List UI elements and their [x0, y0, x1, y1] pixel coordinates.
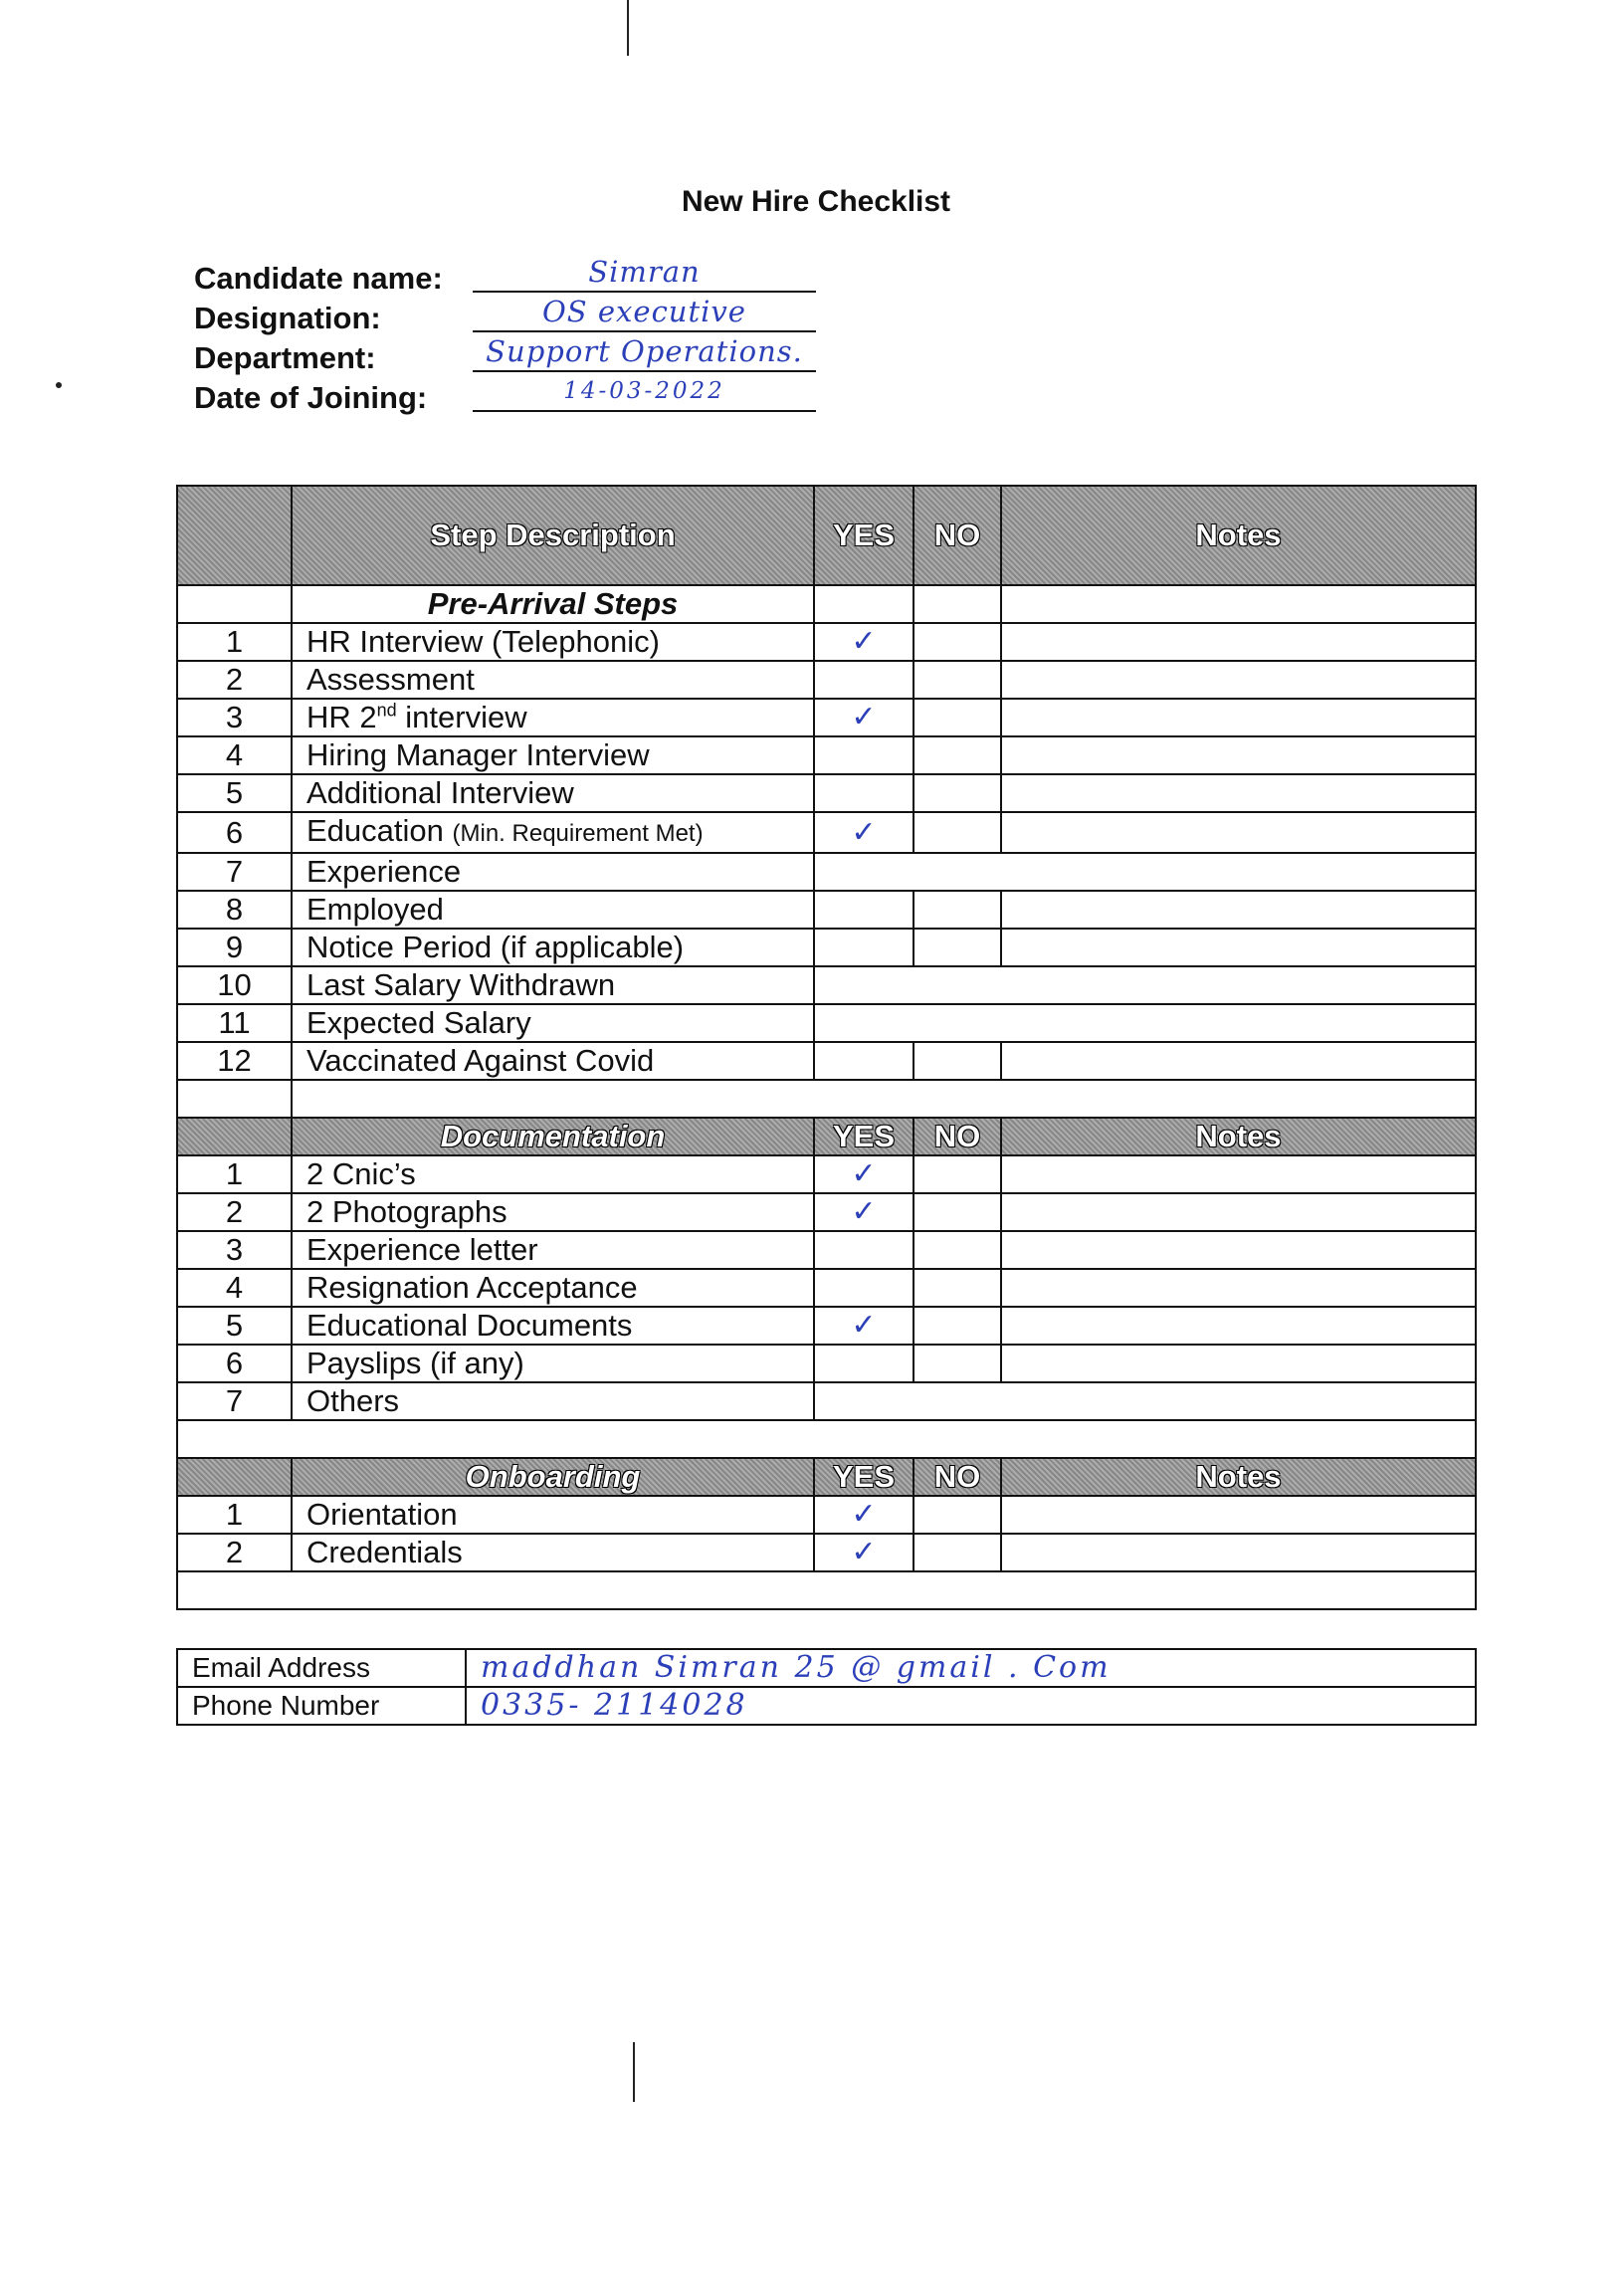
spacer-row: [177, 1571, 1476, 1609]
field-label: Candidate name:: [194, 261, 443, 296]
step-description: Last Salary Withdrawn: [292, 966, 814, 1004]
step-description: Additional Interview: [292, 774, 814, 812]
notes-cell[interactable]: [1001, 1307, 1476, 1345]
yes-check[interactable]: ✓: [814, 623, 914, 661]
field-label: Date of Joining:: [194, 380, 428, 415]
phone-row: [177, 1687, 1476, 1725]
scan-line-top: [627, 0, 629, 56]
blank-cell: [177, 1080, 292, 1118]
step-description: Employed: [292, 891, 814, 929]
no-cell[interactable]: [914, 1345, 1001, 1382]
step-superscript: nd: [376, 700, 397, 721]
step-description: Hiring Manager Interview: [292, 736, 814, 774]
merged-answer-cell[interactable]: [814, 966, 1476, 1004]
table-row: [177, 1269, 1476, 1307]
step-description: [292, 699, 814, 736]
notes-cell[interactable]: [1001, 1193, 1476, 1231]
step-description: Payslips (if any): [292, 1345, 814, 1382]
row-number: 1: [177, 1155, 292, 1193]
step-description: Credentials: [292, 1534, 814, 1571]
table-row: [177, 929, 1476, 966]
phone-value[interactable]: 0335- 2114028: [466, 1687, 1476, 1725]
table-row: [177, 1231, 1476, 1269]
step-description: Experience letter: [292, 1231, 814, 1269]
section-title: Pre-Arrival Steps: [292, 585, 814, 623]
no-cell[interactable]: [914, 661, 1001, 699]
yes-check[interactable]: ✓: [814, 1307, 914, 1345]
yes-cell[interactable]: [814, 585, 914, 623]
notes-cell[interactable]: [1001, 1155, 1476, 1193]
header-notes: Notes: [1001, 486, 1476, 585]
no-cell[interactable]: [914, 891, 1001, 929]
table-row: [177, 623, 1476, 661]
row-number: 6: [177, 812, 292, 853]
header-yes: YES: [814, 486, 914, 585]
table-row: [177, 1155, 1476, 1193]
department-value[interactable]: Support Operations.: [473, 332, 816, 372]
yes-cell[interactable]: [814, 929, 914, 966]
field-label: Department:: [194, 340, 376, 375]
email-value[interactable]: maddhan Simran 25 @ gmail . Com: [466, 1649, 1476, 1687]
row-number: 2: [177, 1534, 292, 1571]
header-notes: Notes: [1001, 1458, 1476, 1496]
table-row: [177, 661, 1476, 699]
header-onboarding: Onboarding: [292, 1458, 814, 1496]
table-row: [177, 966, 1476, 1004]
no-cell[interactable]: [914, 736, 1001, 774]
notes-cell[interactable]: [1001, 1345, 1476, 1382]
checklist-table: [176, 485, 1477, 1610]
row-number: 4: [177, 736, 292, 774]
table-row: [177, 1382, 1476, 1420]
step-description: Educational Documents: [292, 1307, 814, 1345]
table-row: [177, 774, 1476, 812]
table-header: [177, 486, 1476, 585]
blank-cell: [177, 1420, 1476, 1458]
date-of-joining-value[interactable]: 14-03-2022: [473, 372, 816, 412]
no-cell[interactable]: [914, 1534, 1001, 1571]
step-text: HR 2: [306, 700, 377, 734]
blank-cell: [292, 1080, 1476, 1118]
yes-check[interactable]: ✓: [814, 699, 914, 736]
merged-answer-cell[interactable]: [814, 853, 1476, 891]
notes-cell[interactable]: [1001, 736, 1476, 774]
step-text: Education: [306, 813, 444, 848]
phone-label: Phone Number: [177, 1687, 466, 1725]
notes-cell[interactable]: [1001, 891, 1476, 929]
no-cell[interactable]: [914, 812, 1001, 853]
header-documentation: Documentation: [292, 1118, 814, 1155]
table-row: [177, 1042, 1476, 1080]
row-number: 1: [177, 1496, 292, 1534]
yes-cell[interactable]: [814, 1042, 914, 1080]
yes-cell[interactable]: [814, 661, 914, 699]
no-cell[interactable]: [914, 699, 1001, 736]
no-cell[interactable]: [914, 1155, 1001, 1193]
step-description: Resignation Acceptance: [292, 1269, 814, 1307]
row-number: 5: [177, 1307, 292, 1345]
yes-cell[interactable]: [814, 891, 914, 929]
row-number: 3: [177, 1231, 292, 1269]
row-number: 2: [177, 661, 292, 699]
table-row: [177, 736, 1476, 774]
scan-line-bottom: [633, 2042, 635, 2102]
scan-dot: [56, 382, 62, 388]
candidate-fields: [194, 255, 831, 420]
notes-cell[interactable]: [1001, 1042, 1476, 1080]
step-description: HR Interview (Telephonic): [292, 623, 814, 661]
header-no: NO: [914, 1458, 1001, 1496]
spacer-row: [177, 1420, 1476, 1458]
no-cell[interactable]: [914, 774, 1001, 812]
no-cell[interactable]: [914, 1269, 1001, 1307]
step-description: Assessment: [292, 661, 814, 699]
notes-cell[interactable]: [1001, 812, 1476, 853]
no-cell[interactable]: [914, 929, 1001, 966]
row-number: 3: [177, 699, 292, 736]
table-row: [177, 812, 1476, 853]
onboarding-header: [177, 1458, 1476, 1496]
table-row: [177, 1004, 1476, 1042]
yes-check[interactable]: ✓: [814, 1496, 914, 1534]
blank-cell: [177, 585, 292, 623]
row-number: 11: [177, 1004, 292, 1042]
step-description: [292, 812, 814, 853]
date-of-joining-row: [194, 380, 831, 420]
row-number: 5: [177, 774, 292, 812]
row-number: 9: [177, 929, 292, 966]
candidate-name-value[interactable]: Simran: [473, 253, 816, 293]
page-title: New Hire Checklist: [681, 185, 951, 218]
designation-value[interactable]: OS executive: [473, 293, 816, 332]
step-description: 2 Cnic’s: [292, 1155, 814, 1193]
notes-cell[interactable]: [1001, 1231, 1476, 1269]
header-notes: Notes: [1001, 1118, 1476, 1155]
no-cell[interactable]: [914, 1307, 1001, 1345]
notes-cell[interactable]: [1001, 661, 1476, 699]
email-row: [177, 1649, 1476, 1687]
row-number: 7: [177, 853, 292, 891]
notes-cell[interactable]: [1001, 585, 1476, 623]
yes-check[interactable]: ✓: [814, 812, 914, 853]
documentation-header: [177, 1118, 1476, 1155]
header-no: NO: [914, 486, 1001, 585]
merged-answer-cell[interactable]: [814, 1004, 1476, 1042]
yes-cell[interactable]: [814, 1269, 914, 1307]
row-number: 7: [177, 1382, 292, 1420]
yes-cell[interactable]: [814, 1345, 914, 1382]
table-row: [177, 853, 1476, 891]
notes-cell[interactable]: [1001, 699, 1476, 736]
step-description: Vaccinated Against Covid: [292, 1042, 814, 1080]
step-text: interview: [396, 700, 527, 734]
yes-check[interactable]: ✓: [814, 1193, 914, 1231]
table-row: [177, 1534, 1476, 1571]
header-yes: YES: [814, 1458, 914, 1496]
email-label: Email Address: [177, 1649, 466, 1687]
row-number: 10: [177, 966, 292, 1004]
notes-cell[interactable]: [1001, 1496, 1476, 1534]
yes-check[interactable]: ✓: [814, 1155, 914, 1193]
no-cell[interactable]: [914, 1193, 1001, 1231]
step-description: Others: [292, 1382, 814, 1420]
merged-answer-cell[interactable]: [814, 1382, 1476, 1420]
yes-cell[interactable]: [814, 774, 914, 812]
notes-cell[interactable]: [1001, 774, 1476, 812]
no-cell[interactable]: [914, 623, 1001, 661]
step-description: Expected Salary: [292, 1004, 814, 1042]
header-no: NO: [914, 1118, 1001, 1155]
no-cell[interactable]: [914, 585, 1001, 623]
table-row: [177, 1193, 1476, 1231]
header-cell-blank: [177, 1118, 292, 1155]
notes-cell[interactable]: [1001, 1534, 1476, 1571]
header-cell-blank: [177, 486, 292, 585]
yes-check[interactable]: ✓: [814, 1534, 914, 1571]
step-description: Experience: [292, 853, 814, 891]
row-number: 12: [177, 1042, 292, 1080]
field-label: Designation:: [194, 301, 381, 335]
contact-table: [176, 1648, 1477, 1726]
step-description: Notice Period (if applicable): [292, 929, 814, 966]
notes-cell[interactable]: [1001, 623, 1476, 661]
header-cell-blank: [177, 1458, 292, 1496]
no-cell[interactable]: [914, 1042, 1001, 1080]
table-row: [177, 1345, 1476, 1382]
header-step-description: Step Description: [292, 486, 814, 585]
header-yes: YES: [814, 1118, 914, 1155]
spacer-row: [177, 1080, 1476, 1118]
row-number: 2: [177, 1193, 292, 1231]
notes-cell[interactable]: [1001, 929, 1476, 966]
row-number: 8: [177, 891, 292, 929]
yes-cell[interactable]: [814, 736, 914, 774]
table-row: [177, 891, 1476, 929]
step-description: 2 Photographs: [292, 1193, 814, 1231]
step-note: (Min. Requirement Met): [452, 820, 704, 847]
blank-cell: [177, 1571, 1476, 1609]
table-row: [177, 1307, 1476, 1345]
no-cell[interactable]: [914, 1496, 1001, 1534]
step-description: Orientation: [292, 1496, 814, 1534]
notes-cell[interactable]: [1001, 1269, 1476, 1307]
row-number: 4: [177, 1269, 292, 1307]
table-row: [177, 1496, 1476, 1534]
row-number: 6: [177, 1345, 292, 1382]
table-row: [177, 699, 1476, 736]
no-cell[interactable]: [914, 1231, 1001, 1269]
section-title-row: [177, 585, 1476, 623]
row-number: 1: [177, 623, 292, 661]
yes-cell[interactable]: [814, 1231, 914, 1269]
